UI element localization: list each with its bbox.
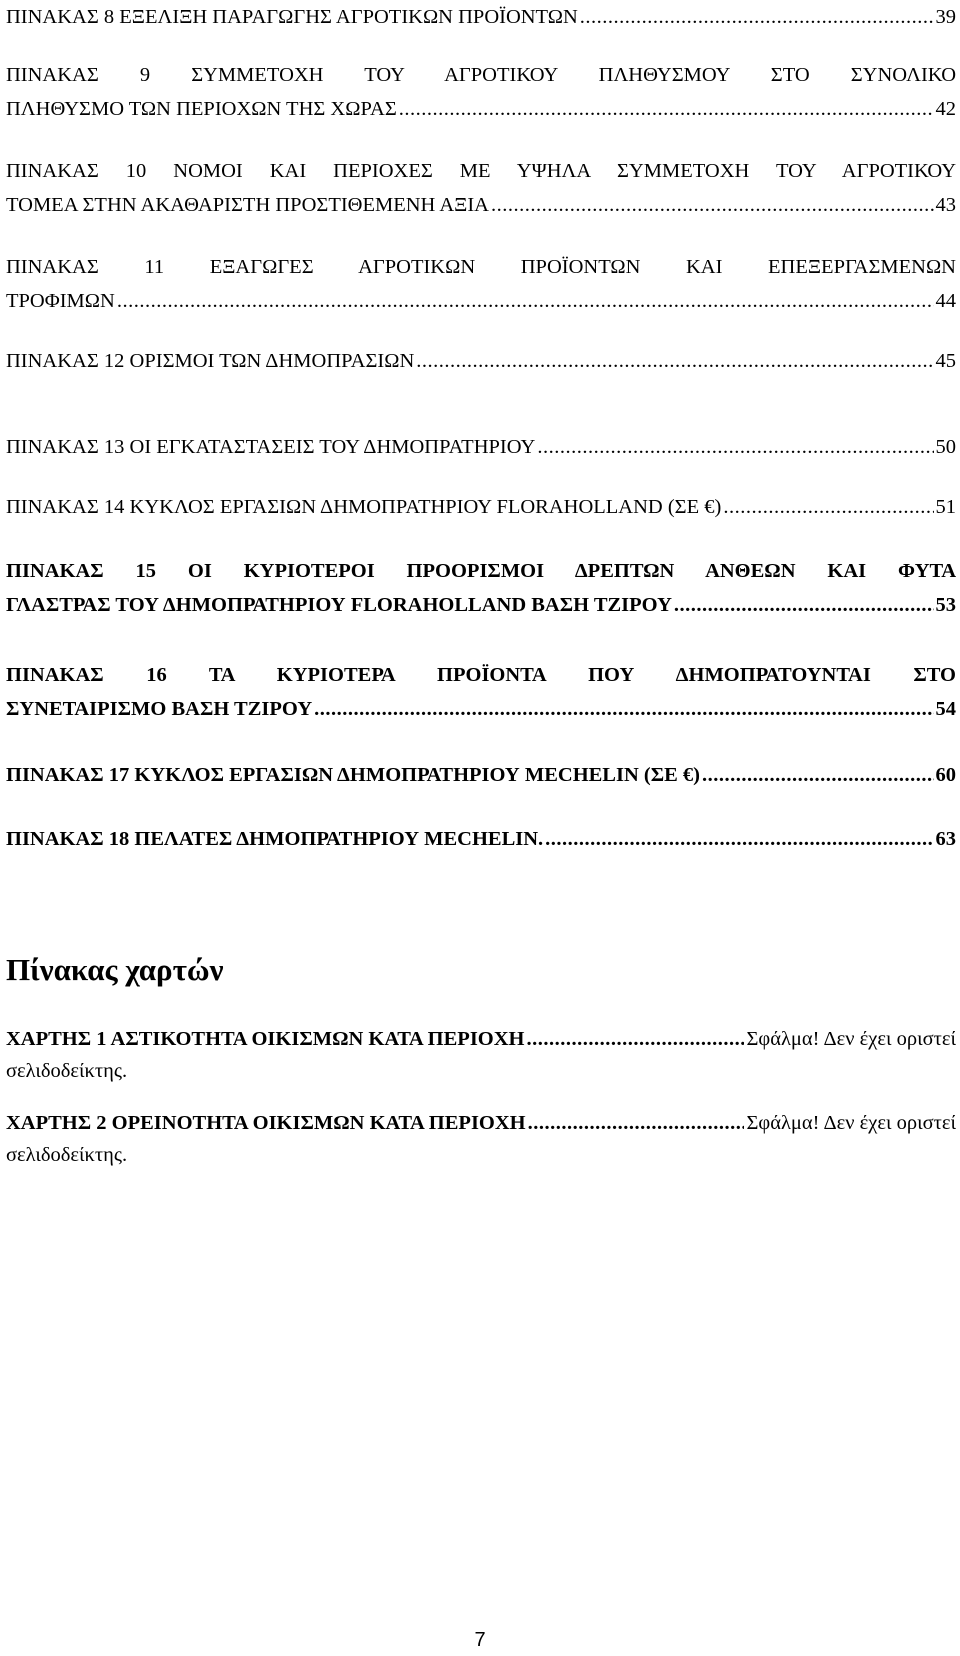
toc-entry-text: ΧΑΡΤΗΣ 1 ΑΣΤΙΚΟΤΗΤΑ ΟΙΚΙΣΜΩΝ ΚΑΤΑ ΠΕΡΙΟΧΗ xyxy=(6,1028,525,1050)
toc-entry-text: ΤΡΟΦΙΜΩΝ xyxy=(6,290,115,312)
bookmark-error-continuation: σελιδοδείκτης. xyxy=(6,1144,128,1166)
maps-section-heading: Πίνακας χαρτών xyxy=(6,952,224,987)
toc-entry-text: ΠΙΝΑΚΑΣ 15 ΟΙ ΚΥΡΙΟΤΕΡΟΙ ΠΡΟΟΡΙΣΜΟΙ ΔΡΕΠΤΩΝ ΑΝΘΕΩΝ ΚΑΙ ΦΥΤΑ xyxy=(6,560,956,582)
toc-page-number: 63 xyxy=(935,828,956,850)
toc-page-number: 51 xyxy=(935,496,956,518)
toc-entry-map-2[interactable] xyxy=(6,1110,956,1168)
toc-entry-table-15[interactable] xyxy=(6,558,956,618)
toc-entry-text: ΤΟΜΕΑ ΣΤΗΝ ΑΚΑΘΑΡΙΣΤΗ ΠΡΟΣΤΙΘΕΜΕΝΗ ΑΞΙΑ xyxy=(6,194,489,216)
dot-leader xyxy=(528,1110,745,1136)
toc-entry-text: ΠΛΗΘΥΣΜΟ ΤΩΝ ΠΕΡΙΟΧΩΝ ΤΗΣ ΧΩΡΑΣ xyxy=(6,98,397,120)
toc-page-number: 45 xyxy=(935,350,956,372)
toc-page-number: 60 xyxy=(935,764,956,786)
toc-entry-text: ΣΥΝΕΤΑΙΡΙΣΜΟ ΒΑΣΗ ΤΖΙΡΟΥ xyxy=(6,698,313,720)
toc-entry-text: ΠΙΝΑΚΑΣ 13 ΟΙ ΕΓΚΑΤΑΣΤΑΣΕΙΣ ΤΟΥ ΔΗΜΟΠΡΑΤΗΡΙΟΥ xyxy=(6,436,536,458)
toc-entry-text: ΠΙΝΑΚΑΣ 11 ΕΞΑΓΩΓΕΣ ΑΓΡΟΤΙΚΩΝ ΠΡΟΪΟΝΤΩΝ ΚΑΙ ΕΠΕΞΕΡΓΑΣΜΕΝΩΝ xyxy=(6,256,956,278)
toc-entry-table-17[interactable] xyxy=(6,762,956,788)
toc-entry-table-13[interactable] xyxy=(6,434,956,460)
dot-leader xyxy=(527,1026,745,1052)
toc-page-number: 39 xyxy=(935,6,956,28)
toc-page-number: 53 xyxy=(935,594,956,616)
toc-entry-table-11[interactable] xyxy=(6,254,956,314)
toc-entry-table-9[interactable] xyxy=(6,62,956,122)
toc-entry-text: ΓΛΑΣΤΡΑΣ ΤΟΥ ΔΗΜΟΠΡΑΤΗΡΙΟΥ FLORAHOLLAND ΒΑΣΗ ΤΖΙΡΟΥ xyxy=(6,594,672,616)
dot-leader xyxy=(117,288,934,314)
toc-entry-text: ΠΙΝΑΚΑΣ 10 ΝΟΜΟΙ ΚΑΙ ΠΕΡΙΟΧΕΣ ΜΕ ΥΨΗΛΑ ΣΥΜΜΕΤΟΧΗ ΤΟΥ ΑΓΡΟΤΙΚΟΥ xyxy=(6,160,956,182)
toc-entry-table-16[interactable] xyxy=(6,662,956,722)
page-number: 7 xyxy=(474,1629,486,1651)
bookmark-error-continuation: σελιδοδείκτης. xyxy=(6,1060,128,1082)
toc-entry-table-10[interactable] xyxy=(6,158,956,218)
toc-entry-text: ΠΙΝΑΚΑΣ 8 ΕΞΕΛΙΞΗ ΠΑΡΑΓΩΓΗΣ ΑΓΡΟΤΙΚΩΝ ΠΡΟΪΟΝΤΩΝ xyxy=(6,6,578,28)
toc-page-number: 43 xyxy=(935,194,956,216)
toc-entry-text: ΠΙΝΑΚΑΣ 18 ΠΕΛΑΤΕΣ ΔΗΜΟΠΡΑΤΗΡΙΟΥ MECHELIN. xyxy=(6,828,544,850)
dot-leader xyxy=(491,192,934,218)
toc-page-number: 54 xyxy=(935,698,956,720)
bookmark-error-text: Σφάλμα! Δεν έχει οριστεί xyxy=(746,1028,956,1050)
dot-leader xyxy=(537,434,933,460)
dot-leader xyxy=(674,592,934,618)
bookmark-error-text: Σφάλμα! Δεν έχει οριστεί xyxy=(746,1112,956,1134)
toc-entry-table-14[interactable] xyxy=(6,494,956,520)
toc-entry-table-18[interactable] xyxy=(6,826,956,852)
dot-leader xyxy=(580,4,934,30)
dot-leader xyxy=(723,494,933,520)
dot-leader xyxy=(416,348,933,374)
toc-entry-table-8[interactable] xyxy=(6,4,956,30)
toc-entry-text: ΠΙΝΑΚΑΣ 12 ΟΡΙΣΜΟΙ ΤΩΝ ΔΗΜΟΠΡΑΣΙΩΝ xyxy=(6,350,415,372)
dot-leader xyxy=(545,826,933,852)
document-page xyxy=(6,0,956,1656)
toc-page-number: 42 xyxy=(935,98,956,120)
toc-entry-map-1[interactable] xyxy=(6,1026,956,1084)
toc-entry-text: ΧΑΡΤΗΣ 2 ΟΡΕΙΝΟΤΗΤΑ ΟΙΚΙΣΜΩΝ ΚΑΤΑ ΠΕΡΙΟΧΗ xyxy=(6,1112,526,1134)
dot-leader xyxy=(314,696,933,722)
toc-entry-table-12[interactable] xyxy=(6,348,956,374)
toc-entry-text: ΠΙΝΑΚΑΣ 16 ΤΑ ΚΥΡΙΟΤΕΡΑ ΠΡΟΪΟΝΤΑ ΠΟΥ ΔΗΜΟΠΡΑΤΟΥΝΤΑΙ ΣΤΟ xyxy=(6,664,956,686)
toc-entry-text: ΠΙΝΑΚΑΣ 17 ΚΥΚΛΟΣ ΕΡΓΑΣΙΩΝ ΔΗΜΟΠΡΑΤΗΡΙΟΥ MECHELIN (ΣΕ €) xyxy=(6,764,700,786)
toc-page-number: 44 xyxy=(935,290,956,312)
toc-entry-text: ΠΙΝΑΚΑΣ 14 ΚΥΚΛΟΣ ΕΡΓΑΣΙΩΝ ΔΗΜΟΠΡΑΤΗΡΙΟΥ FLORAHOLLAND (ΣΕ €) xyxy=(6,496,722,518)
dot-leader xyxy=(702,762,934,788)
dot-leader xyxy=(399,96,934,122)
toc-page-number: 50 xyxy=(935,436,956,458)
toc-entry-text: ΠΙΝΑΚΑΣ 9 ΣΥΜΜΕΤΟΧΗ ΤΟΥ ΑΓΡΟΤΙΚΟΥ ΠΛΗΘΥΣΜΟΥ ΣΤΟ ΣΥΝΟΛΙΚΟ xyxy=(6,64,956,86)
